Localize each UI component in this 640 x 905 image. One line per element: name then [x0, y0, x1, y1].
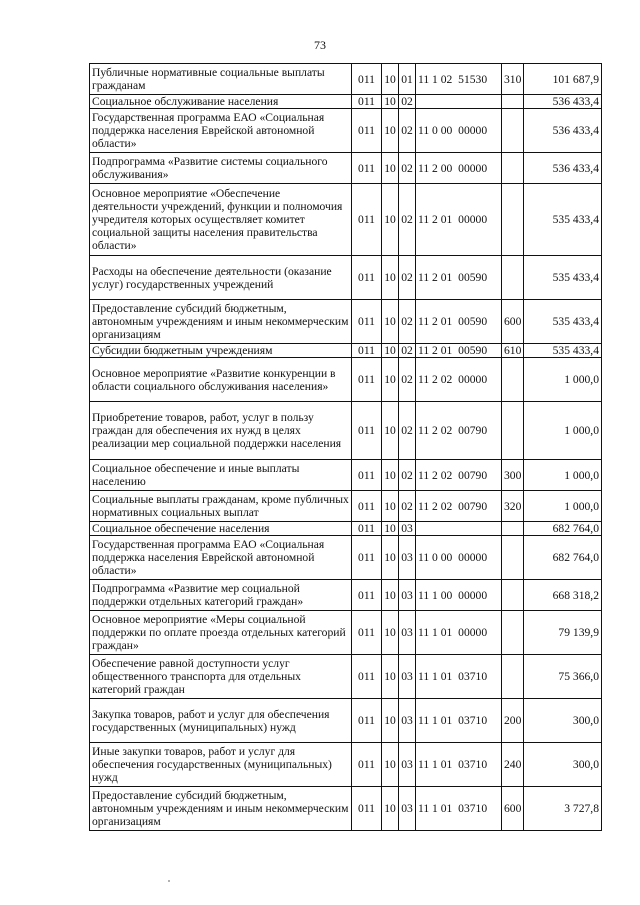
- table-row: [90, 611, 602, 655]
- row-section-code: 10: [382, 184, 399, 256]
- row-subsection-code: 03: [399, 580, 416, 611]
- table-row: [90, 300, 602, 344]
- row-expense-type-code: [502, 402, 524, 460]
- table-row: [90, 95, 602, 109]
- table-row: [90, 743, 602, 787]
- row-name: Закупка товаров, работ и услуг для обеспечения государственных (муниципальных) нужд: [90, 699, 352, 743]
- row-target-article-code: [416, 522, 502, 536]
- row-amount: 300,0: [524, 699, 602, 743]
- table-row: [90, 536, 602, 580]
- row-subsection-code: 02: [399, 300, 416, 344]
- table-row: [90, 491, 602, 522]
- budget-table: [89, 63, 602, 831]
- row-section-code: 10: [382, 460, 399, 491]
- table-row: [90, 522, 602, 536]
- row-target-article-code: 11 1 01 03710: [416, 655, 502, 699]
- row-expense-type-code: [502, 184, 524, 256]
- row-admin-code: 011: [352, 109, 382, 153]
- row-amount: 1 000,0: [524, 402, 602, 460]
- row-name: Субсидии бюджетным учреждениям: [90, 344, 352, 358]
- row-expense-type-code: [502, 153, 524, 184]
- row-target-article-code: 11 1 01 03710: [416, 787, 502, 831]
- row-amount: 3 727,8: [524, 787, 602, 831]
- page-number: 73: [314, 38, 326, 52]
- row-subsection-code: 03: [399, 655, 416, 699]
- row-name: Социальные выплаты гражданам, кроме публичных нормативных социальных выплат: [90, 491, 352, 522]
- row-expense-type-code: 610: [502, 344, 524, 358]
- row-section-code: 10: [382, 344, 399, 358]
- row-expense-type-code: [502, 522, 524, 536]
- row-subsection-code: 02: [399, 95, 416, 109]
- row-subsection-code: 02: [399, 256, 416, 300]
- row-subsection-code: 03: [399, 699, 416, 743]
- table-row: [90, 153, 602, 184]
- row-expense-type-code: [502, 655, 524, 699]
- row-section-code: 10: [382, 743, 399, 787]
- row-admin-code: 011: [352, 536, 382, 580]
- row-expense-type-code: [502, 358, 524, 402]
- row-amount: 535 433,4: [524, 184, 602, 256]
- row-target-article-code: 11 2 02 00000: [416, 358, 502, 402]
- row-section-code: 10: [382, 491, 399, 522]
- row-target-article-code: 11 1 01 00000: [416, 611, 502, 655]
- row-admin-code: 011: [352, 256, 382, 300]
- row-section-code: 10: [382, 699, 399, 743]
- row-name: Предоставление субсидий бюджетным, автономным учреждениям и иным некоммерческим организациям: [90, 787, 352, 831]
- row-admin-code: 011: [352, 184, 382, 256]
- row-expense-type-code: [502, 580, 524, 611]
- row-section-code: 10: [382, 300, 399, 344]
- row-amount: 668 318,2: [524, 580, 602, 611]
- row-name: Подпрограмма «Развитие мер социальной поддержки отдельных категорий граждан»: [90, 580, 352, 611]
- row-target-article-code: 11 2 02 00790: [416, 460, 502, 491]
- row-name: Подпрограмма «Развитие системы социального обслуживания»: [90, 153, 352, 184]
- row-expense-type-code: 200: [502, 699, 524, 743]
- row-amount: 535 433,4: [524, 344, 602, 358]
- row-target-article-code: 11 1 01 03710: [416, 743, 502, 787]
- table-row: [90, 699, 602, 743]
- row-subsection-code: 02: [399, 460, 416, 491]
- row-name: Социальное обслуживание населения: [90, 95, 352, 109]
- row-section-code: 10: [382, 256, 399, 300]
- row-name: Основное мероприятие «Обеспечение деятельности учреждений, функции и полномочия учредителя которых осуществляет комитет социальной защиты населения правительства области»: [90, 184, 352, 256]
- row-subsection-code: 01: [399, 64, 416, 95]
- row-expense-type-code: 600: [502, 300, 524, 344]
- row-name: Публичные нормативные социальные выплаты гражданам: [90, 64, 352, 95]
- row-amount: 101 687,9: [524, 64, 602, 95]
- row-target-article-code: 11 2 01 00590: [416, 256, 502, 300]
- table-row: [90, 109, 602, 153]
- row-admin-code: 011: [352, 491, 382, 522]
- row-expense-type-code: 240: [502, 743, 524, 787]
- row-admin-code: 011: [352, 699, 382, 743]
- row-target-article-code: 11 2 00 00000: [416, 153, 502, 184]
- row-name: Государственная программа ЕАО «Социальная поддержка населения Еврейской автономной области»: [90, 109, 352, 153]
- row-target-article-code: 11 2 01 00590: [416, 300, 502, 344]
- row-section-code: 10: [382, 580, 399, 611]
- row-section-code: 10: [382, 358, 399, 402]
- row-amount: 1 000,0: [524, 491, 602, 522]
- row-admin-code: 011: [352, 153, 382, 184]
- row-section-code: 10: [382, 787, 399, 831]
- row-section-code: 10: [382, 95, 399, 109]
- row-section-code: 10: [382, 402, 399, 460]
- table-row: [90, 460, 602, 491]
- row-expense-type-code: [502, 109, 524, 153]
- row-admin-code: 011: [352, 580, 382, 611]
- row-section-code: 10: [382, 64, 399, 95]
- row-admin-code: 011: [352, 787, 382, 831]
- row-admin-code: 011: [352, 64, 382, 95]
- row-expense-type-code: [502, 256, 524, 300]
- row-admin-code: 011: [352, 358, 382, 402]
- row-section-code: 10: [382, 522, 399, 536]
- table-row: [90, 358, 602, 402]
- row-admin-code: 011: [352, 95, 382, 109]
- table-row: [90, 256, 602, 300]
- row-subsection-code: 02: [399, 402, 416, 460]
- row-expense-type-code: 600: [502, 787, 524, 831]
- row-name: Государственная программа ЕАО «Социальная поддержка населения Еврейской автономной области»: [90, 536, 352, 580]
- row-expense-type-code: [502, 95, 524, 109]
- row-subsection-code: 02: [399, 109, 416, 153]
- row-name: Расходы на обеспечение деятельности (оказание услуг) государственных учреждений: [90, 256, 352, 300]
- row-amount: 75 366,0: [524, 655, 602, 699]
- row-amount: 535 433,4: [524, 256, 602, 300]
- row-subsection-code: 02: [399, 358, 416, 402]
- row-section-code: 10: [382, 153, 399, 184]
- row-subsection-code: 03: [399, 522, 416, 536]
- row-name: Приобретение товаров, работ, услуг в пользу граждан для обеспечения их нужд в целях реализации мер социальной поддержки населения: [90, 402, 352, 460]
- budget-table-body: [90, 64, 602, 831]
- row-expense-type-code: [502, 536, 524, 580]
- row-subsection-code: 02: [399, 344, 416, 358]
- row-admin-code: 011: [352, 611, 382, 655]
- row-amount: 1 000,0: [524, 358, 602, 402]
- row-amount: 535 433,4: [524, 300, 602, 344]
- row-name: Предоставление субсидий бюджетным, автономным учреждениям и иным некоммерческим организациям: [90, 300, 352, 344]
- row-amount: 536 433,4: [524, 95, 602, 109]
- row-expense-type-code: 310: [502, 64, 524, 95]
- row-admin-code: 011: [352, 344, 382, 358]
- row-name: Социальное обеспечение населения: [90, 522, 352, 536]
- row-section-code: 10: [382, 655, 399, 699]
- row-section-code: 10: [382, 109, 399, 153]
- row-expense-type-code: 300: [502, 460, 524, 491]
- table-row: [90, 655, 602, 699]
- row-admin-code: 011: [352, 460, 382, 491]
- row-expense-type-code: 320: [502, 491, 524, 522]
- row-target-article-code: 11 2 02 00790: [416, 491, 502, 522]
- table-row: [90, 64, 602, 95]
- row-target-article-code: 11 0 00 00000: [416, 536, 502, 580]
- table-row: [90, 402, 602, 460]
- scan-speck: [168, 880, 170, 882]
- row-target-article-code: 11 1 02 51530: [416, 64, 502, 95]
- row-target-article-code: 11 0 00 00000: [416, 109, 502, 153]
- row-name: Основное мероприятие «Развитие конкуренции в области социального обслуживания населения»: [90, 358, 352, 402]
- table-row: [90, 344, 602, 358]
- row-subsection-code: 03: [399, 787, 416, 831]
- row-name: Социальное обеспечение и иные выплаты населению: [90, 460, 352, 491]
- row-target-article-code: 11 2 01 00000: [416, 184, 502, 256]
- row-amount: 79 139,9: [524, 611, 602, 655]
- row-target-article-code: 11 2 02 00790: [416, 402, 502, 460]
- table-row: [90, 184, 602, 256]
- row-admin-code: 011: [352, 300, 382, 344]
- row-name: Основное мероприятие «Меры социальной поддержки по оплате проезда отдельных категорий граждан»: [90, 611, 352, 655]
- row-target-article-code: [416, 95, 502, 109]
- table-row: [90, 787, 602, 831]
- row-admin-code: 011: [352, 655, 382, 699]
- row-section-code: 10: [382, 536, 399, 580]
- row-amount: 536 433,4: [524, 109, 602, 153]
- row-subsection-code: 02: [399, 184, 416, 256]
- row-subsection-code: 03: [399, 743, 416, 787]
- row-subsection-code: 03: [399, 611, 416, 655]
- row-subsection-code: 02: [399, 491, 416, 522]
- row-admin-code: 011: [352, 522, 382, 536]
- row-amount: 682 764,0: [524, 536, 602, 580]
- row-amount: 682 764,0: [524, 522, 602, 536]
- row-target-article-code: 11 1 01 03710: [416, 699, 502, 743]
- row-subsection-code: 02: [399, 153, 416, 184]
- row-admin-code: 011: [352, 402, 382, 460]
- row-target-article-code: 11 2 01 00590: [416, 344, 502, 358]
- row-expense-type-code: [502, 611, 524, 655]
- row-amount: 536 433,4: [524, 153, 602, 184]
- row-subsection-code: 03: [399, 536, 416, 580]
- row-name: Обеспечение равной доступности услуг общественного транспорта для отдельных категорий граждан: [90, 655, 352, 699]
- row-amount: 1 000,0: [524, 460, 602, 491]
- row-section-code: 10: [382, 611, 399, 655]
- row-target-article-code: 11 1 00 00000: [416, 580, 502, 611]
- table-row: [90, 580, 602, 611]
- row-admin-code: 011: [352, 743, 382, 787]
- row-name: Иные закупки товаров, работ и услуг для обеспечения государственных (муниципальных) нужд: [90, 743, 352, 787]
- row-amount: 300,0: [524, 743, 602, 787]
